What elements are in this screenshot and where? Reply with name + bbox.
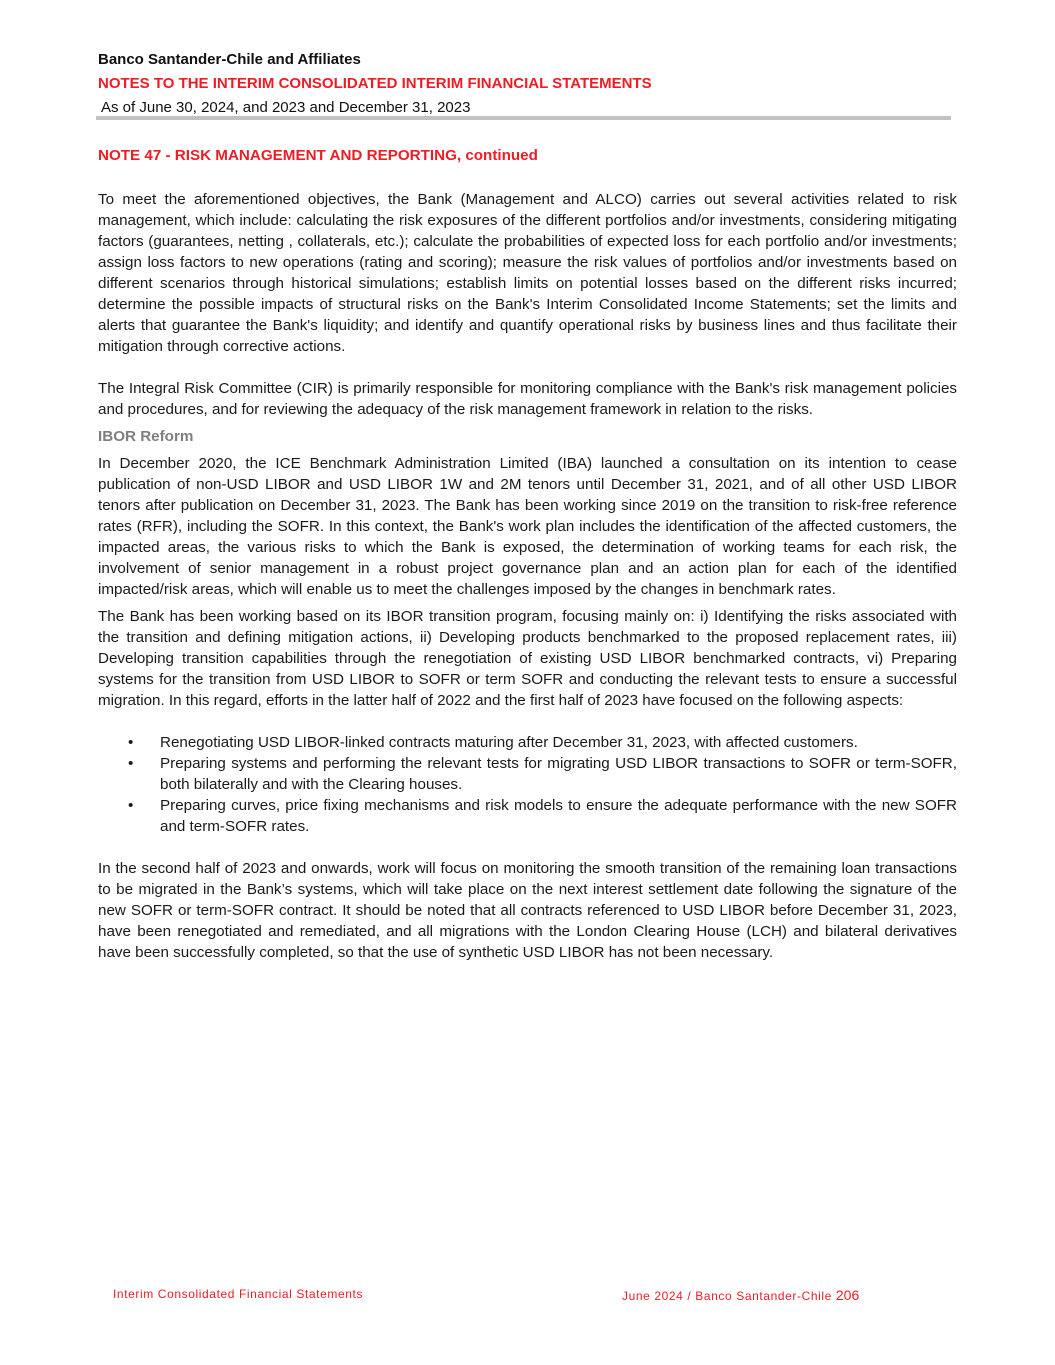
aspects-list [98,732,957,837]
footer-date-text: June 2024 / Banco Santander-Chile [622,1289,832,1303]
paragraph-objectives: To meet the aforementioned objectives, the Bank (Management and ALCO) carries out several activities related to risk management, which include: calculating the risk exposures of the different portfolios and/or investments, considering mitigating factors (guarantees, netting , collaterals, etc.); calculate the probabilities of expected loss for each portfolio and/or investments; assign loss factors to new operations (rating and scoring); measure the risk values of portfolios and/or investments based on different scenarios through historical simulations; establish limits on potential losses based on the different risks incurred; determine the possible impacts of structural risks on the Bank's Interim Consolidated Income Statements; set the limits and alerts that guarantee the Bank's liquidity; and identify and quantify operational risks by business lines and thus facilitate their mitigation through corrective actions. [98,191,957,355]
ibor-reform-heading: IBOR Reform [98,428,194,445]
list-item [98,753,957,795]
note-body [98,144,957,963]
list-item-text: Preparing systems and performing the relevant tests for migrating USD LIBOR transactions to SOFR or term-SOFR, both bilaterally and with the Clearing houses. [160,755,957,793]
bullet-icon: • [128,755,134,772]
note-heading: NOTE 47 - RISK MANAGEMENT AND REPORTING, continued [98,147,538,164]
company-name: Banco Santander-Chile and Affiliates [98,51,361,68]
bullet-icon: • [128,797,134,814]
page-number: 206 [835,1287,860,1303]
page-header [98,48,951,120]
paragraph-iba: In December 2020, the ICE Benchmark Administration Limited (IBA) launched a consultation on its intention to cease publication of non-USD LIBOR and USD LIBOR 1W and 2M tenors until December 31, 2021, and of all other USD LIBOR tenors after publication on December 31, 2023. The Bank has been working since 2019 on the transition to risk-free reference rates (RFR), including the SOFR. In this context, the Bank's work plan includes the identification of the affected customers, the impacted areas, the various risks to which the Bank is exposed, the determination of working teams for each risk, the involvement of senior management in a robust project governance plan and an action plan for each of the identified impacted/risk areas, which will enable us to meet the challenges imposed by the changes in benchmark rates. [98,455,957,598]
footer-document-title: Interim Consolidated Financial Statements [113,1287,364,1301]
list-item-text: Preparing curves, price fixing mechanisms and risk models to ensure the adequate performance with the new SOFR and term-SOFR rates. [160,797,957,835]
paragraph-cir: The Integral Risk Committee (CIR) is primarily responsible for monitoring compliance with the Bank's risk management policies and procedures, and for reviewing the adequacy of the risk management framework in relation to the risks. [98,380,957,418]
list-item [98,795,957,837]
paragraph-second-half-2023: In the second half of 2023 and onwards, work will focus on monitoring the smooth transition of the remaining loan transactions to be migrated in the Bank’s systems, which will take place on the next interest settlement date following the signature of the new SOFR or term-SOFR contract. It should be noted that all contracts referenced to USD LIBOR before December 31, 2023, have been renegotiated and remediated, and all migrations with the London Clearing House (LCH) and bilateral derivatives have been successfully completed, so that the use of synthetic USD LIBOR has not been necessary. [98,860,957,961]
header-divider [96,116,951,120]
paragraph-transition-program: The Bank has been working based on its IBOR transition program, focusing mainly on: i) Identifying the risks associated with the transition and defining mitigation actions, ii) Developing products benchmarked to the proposed replacement rates, iii) Developing transition capabilities through the renegotiation of existing USD LIBOR benchmarked contracts, vi) Preparing systems for the transition from USD LIBOR to SOFR or term SOFR and conducting the relevant tests to ensure a successful migration. In this regard, efforts in the latter half of 2022 and the first half of 2023 have focused on the following aspects: [98,608,957,709]
bullet-icon: • [128,734,134,751]
notes-title: NOTES TO THE INTERIM CONSOLIDATED INTERIM FINANCIAL STATEMENTS [98,75,652,92]
footer-date-company [622,1287,859,1303]
list-item [98,732,957,753]
list-item-text: Renegotiating USD LIBOR-linked contracts maturing after December 31, 2023, with affected customers. [160,734,858,751]
period-text: As of June 30, 2024, and 2023 and December 31, 2023 [101,99,471,116]
